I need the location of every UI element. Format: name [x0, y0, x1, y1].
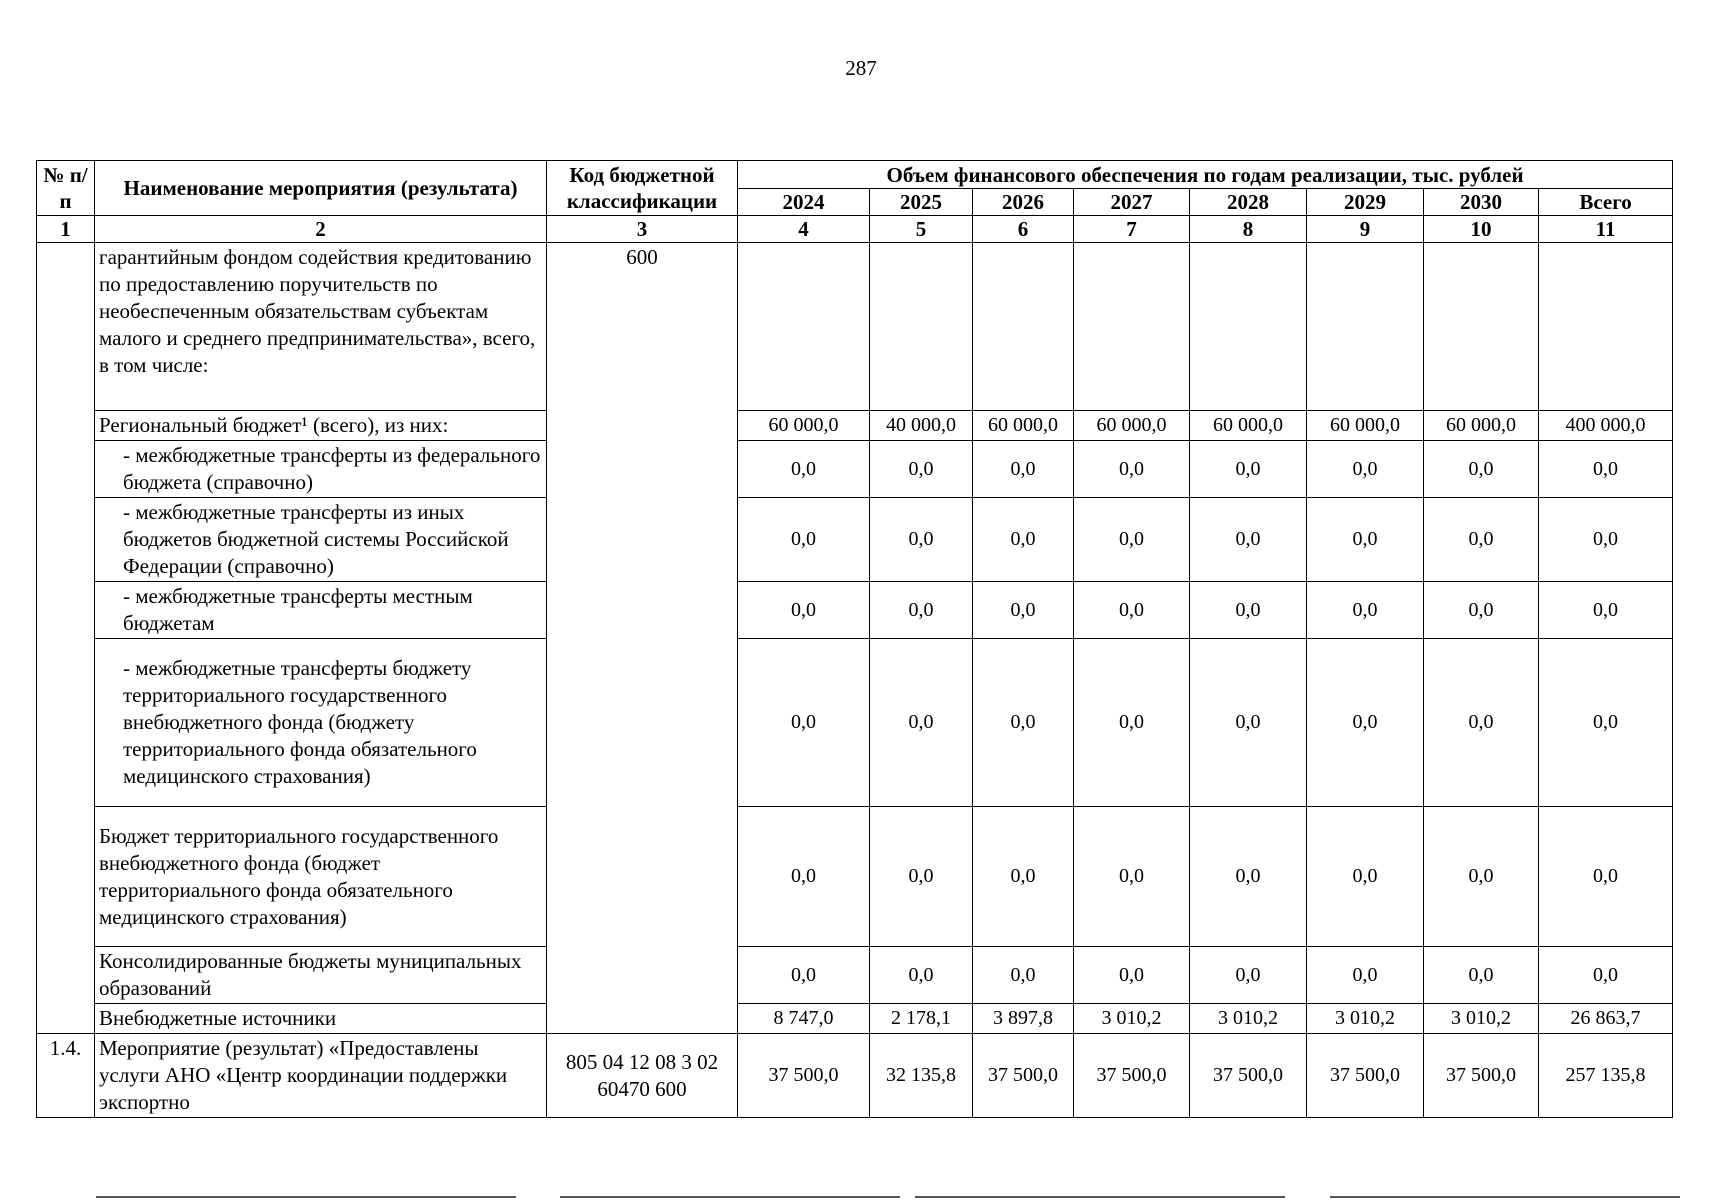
- header-year: 2027: [1074, 189, 1190, 216]
- row-value: 0,0: [1307, 807, 1424, 947]
- row-value: 0,0: [738, 582, 870, 639]
- table-row: [37, 243, 1673, 411]
- col-number: 2: [95, 216, 547, 243]
- row-value: [1190, 243, 1307, 411]
- row-value: 0,0: [1424, 807, 1539, 947]
- row-value: 3 897,8: [973, 1004, 1074, 1034]
- row-name: Региональный бюджет¹ (всего), из них:: [95, 411, 547, 441]
- row-value: 0,0: [1074, 807, 1190, 947]
- row-value: 0,0: [1307, 639, 1424, 807]
- header-code: Код бюджетной классификации: [547, 161, 738, 216]
- row-value: [738, 243, 870, 411]
- row-value: 3 010,2: [1074, 1004, 1190, 1034]
- row-value: 0,0: [870, 947, 973, 1004]
- row-value: 0,0: [870, 639, 973, 807]
- row-value: 0,0: [1424, 498, 1539, 582]
- financing-table: [36, 160, 1673, 1118]
- col-number: 1: [37, 216, 95, 243]
- row-value: 0,0: [1074, 582, 1190, 639]
- row-value: 0,0: [1539, 441, 1673, 498]
- row-value: 37 500,0: [1074, 1034, 1190, 1118]
- row-value: 26 863,7: [1539, 1004, 1673, 1034]
- row-value: 0,0: [1074, 441, 1190, 498]
- row-value: 37 500,0: [1424, 1034, 1539, 1118]
- row-value: 0,0: [1307, 582, 1424, 639]
- row-value: 0,0: [870, 582, 973, 639]
- scan-footer-line: [96, 1196, 516, 1198]
- col-number: 7: [1074, 216, 1190, 243]
- row-value: 60 000,0: [738, 411, 870, 441]
- row-value: 60 000,0: [973, 411, 1074, 441]
- row-value: 0,0: [1190, 498, 1307, 582]
- header-year: 2029: [1307, 189, 1424, 216]
- row-value: 60 000,0: [1307, 411, 1424, 441]
- row-value: 0,0: [973, 441, 1074, 498]
- row-value: 0,0: [973, 498, 1074, 582]
- col-number: 6: [973, 216, 1074, 243]
- row-value: [973, 243, 1074, 411]
- row-value: 0,0: [738, 498, 870, 582]
- table-row: [37, 1034, 1673, 1118]
- row-value: 0,0: [1539, 498, 1673, 582]
- row-value: [1424, 243, 1539, 411]
- row-value: 0,0: [738, 441, 870, 498]
- row-value: 37 500,0: [738, 1034, 870, 1118]
- row-value: 0,0: [870, 441, 973, 498]
- col-number: 4: [738, 216, 870, 243]
- table-row: [37, 639, 1673, 807]
- row-value: 37 500,0: [973, 1034, 1074, 1118]
- header-total: Всего: [1539, 189, 1673, 216]
- row-value: 0,0: [1190, 582, 1307, 639]
- row-value: [1074, 243, 1190, 411]
- row-value: 0,0: [1424, 639, 1539, 807]
- row-value: 0,0: [1307, 947, 1424, 1004]
- scan-footer-line: [1330, 1196, 1680, 1198]
- row-code: 600: [547, 243, 738, 1034]
- header-year: 2030: [1424, 189, 1539, 216]
- row-name: Консолидированные бюджеты муниципальных образований: [95, 947, 547, 1004]
- row-value: 0,0: [1307, 498, 1424, 582]
- col-number: 3: [547, 216, 738, 243]
- row-value: 0,0: [1539, 582, 1673, 639]
- row-value: 60 000,0: [1190, 411, 1307, 441]
- col-number: 9: [1307, 216, 1424, 243]
- col-number: 5: [870, 216, 973, 243]
- col-number: 11: [1539, 216, 1673, 243]
- row-value: 0,0: [738, 639, 870, 807]
- row-value: 0,0: [1074, 639, 1190, 807]
- row-value: 0,0: [1539, 947, 1673, 1004]
- row-value: 0,0: [738, 947, 870, 1004]
- header-year: 2025: [870, 189, 973, 216]
- table-row: [37, 411, 1673, 441]
- page-number: 287: [845, 56, 877, 80]
- row-name: - межбюджетные трансферты из иных бюджетов бюджетной системы Российской Федерации (справочно): [95, 498, 547, 582]
- row-name: - межбюджетные трансферты бюджету территориального государственного внебюджетного фонда (бюджету территориального фонда обязательного медицинского страхования): [95, 639, 547, 807]
- row-value: 0,0: [1424, 947, 1539, 1004]
- table-row: [37, 582, 1673, 639]
- table-row: [37, 441, 1673, 498]
- row-value: 60 000,0: [1074, 411, 1190, 441]
- row-value: [1307, 243, 1424, 411]
- table-row: [37, 807, 1673, 947]
- row-name: гарантийным фондом содействия кредитованию по предоставлению поручительств по необеспеченным обязательствам субъектам малого и среднего предпринимательства», всего, в том числе:: [95, 243, 547, 411]
- table-row: [37, 947, 1673, 1004]
- row-value: 8 747,0: [738, 1004, 870, 1034]
- row-value: 0,0: [1424, 582, 1539, 639]
- row-value: 0,0: [1539, 807, 1673, 947]
- row-value: 37 500,0: [1190, 1034, 1307, 1118]
- row-code: 805 04 12 08 3 02 60470 600: [547, 1034, 738, 1118]
- row-value: 2 178,1: [870, 1004, 973, 1034]
- row-value: 0,0: [1074, 947, 1190, 1004]
- table-row: [37, 498, 1673, 582]
- row-value: 0,0: [1307, 441, 1424, 498]
- row-value: 0,0: [1190, 807, 1307, 947]
- row-value: 0,0: [870, 498, 973, 582]
- row-value: 0,0: [973, 639, 1074, 807]
- row-name: Внебюджетные источники: [95, 1004, 547, 1034]
- scan-footer-line: [560, 1196, 900, 1198]
- row-value: 400 000,0: [1539, 411, 1673, 441]
- scan-footer-line: [915, 1196, 1285, 1198]
- row-value: 0,0: [1074, 498, 1190, 582]
- row-value: 0,0: [973, 947, 1074, 1004]
- row-value: 3 010,2: [1307, 1004, 1424, 1034]
- row-name: - межбюджетные трансферты местным бюджетам: [95, 582, 547, 639]
- row-value: 0,0: [973, 807, 1074, 947]
- row-value: 0,0: [1424, 441, 1539, 498]
- row-name: Бюджет территориального государственного внебюджетного фонда (бюджет территориального фонда обязательного медицинского страхования): [95, 807, 547, 947]
- row-name: Мероприятие (результат) «Предоставлены услуги АНО «Центр координации поддержки экспортно: [95, 1034, 547, 1118]
- header-year: 2024: [738, 189, 870, 216]
- row-value: 0,0: [870, 807, 973, 947]
- table-row: [37, 1004, 1673, 1034]
- row-value: [1539, 243, 1673, 411]
- header-name: Наименование мероприятия (результата): [95, 161, 547, 216]
- row-value: 60 000,0: [1424, 411, 1539, 441]
- row-value: 0,0: [1190, 441, 1307, 498]
- row-value: [870, 243, 973, 411]
- row-index: 1.4.: [37, 1034, 95, 1118]
- row-value: 0,0: [973, 582, 1074, 639]
- row-value: 0,0: [738, 807, 870, 947]
- row-value: 0,0: [1190, 639, 1307, 807]
- col-number: 10: [1424, 216, 1539, 243]
- row-value: 3 010,2: [1190, 1004, 1307, 1034]
- row-value: 32 135,8: [870, 1034, 973, 1118]
- row-value: 37 500,0: [1307, 1034, 1424, 1118]
- header-volume: Объем финансового обеспечения по годам реализации, тыс. рублей: [738, 161, 1673, 189]
- row-name: - межбюджетные трансферты из федерального бюджета (справочно): [95, 441, 547, 498]
- row-value: 40 000,0: [870, 411, 973, 441]
- header-year: 2026: [973, 189, 1074, 216]
- row-value: 0,0: [1539, 639, 1673, 807]
- header-number: № п/п: [37, 161, 95, 216]
- header-year: 2028: [1190, 189, 1307, 216]
- row-value: 3 010,2: [1424, 1004, 1539, 1034]
- row-value: 0,0: [1190, 947, 1307, 1004]
- col-number: 8: [1190, 216, 1307, 243]
- row-value: 257 135,8: [1539, 1034, 1673, 1118]
- row-index: [37, 243, 95, 1034]
